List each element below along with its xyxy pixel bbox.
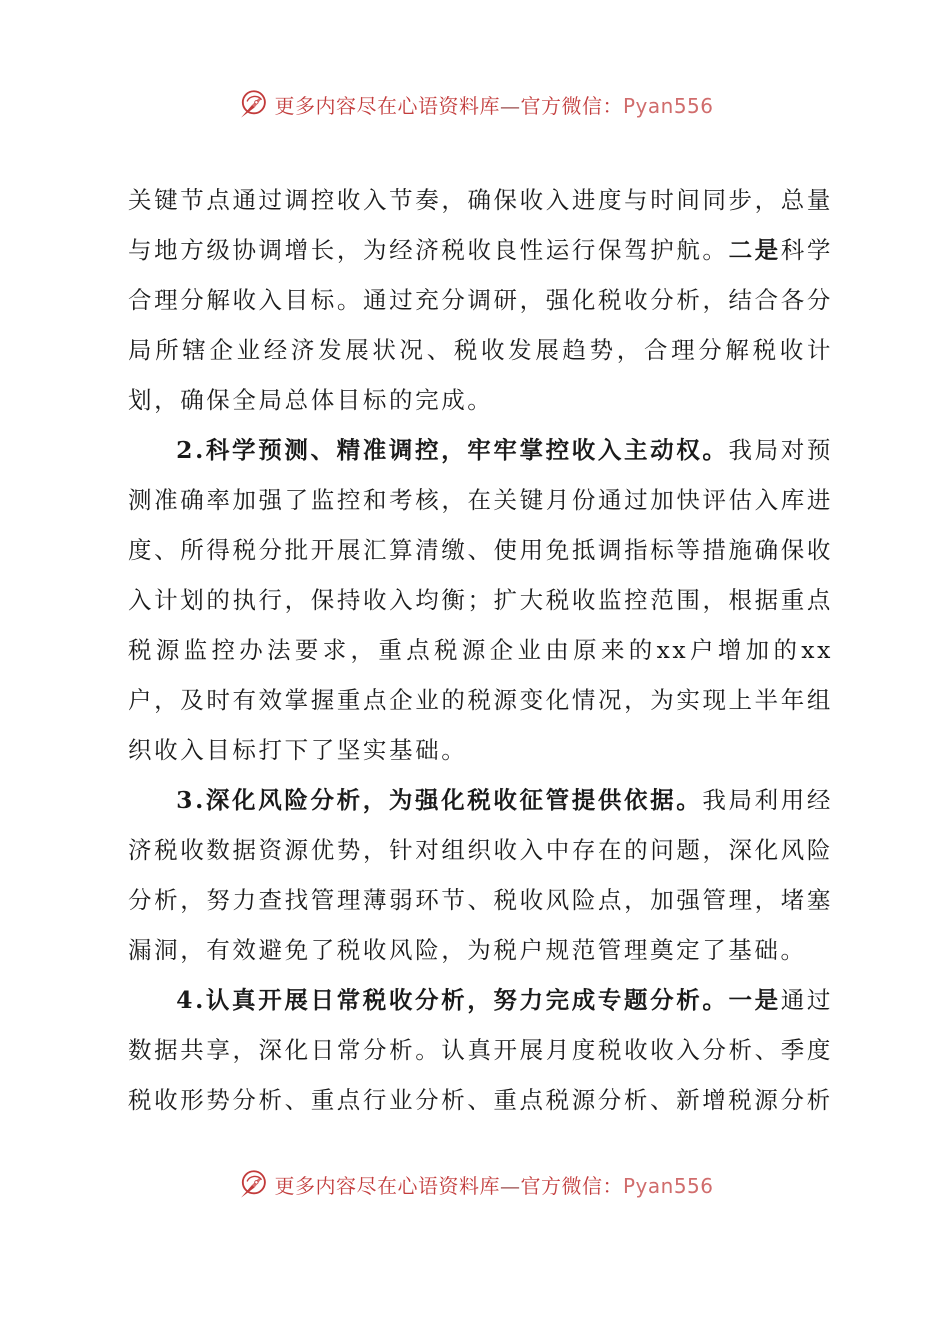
watermark-brand: 更多内容尽在心语资料库 bbox=[274, 1173, 500, 1198]
paragraph-text: 关键节点通过调控收入节奏，确保收入进度与时间同步，总量与地方级协调增长，为经济税收良性运行保驾护航。 bbox=[128, 186, 833, 264]
paragraph-text: 通过数据共享，深化日常分析。认真开展月度税收收入分析、季度税收形势分析、重点行业分析、重点税源分析、新增税源分析 bbox=[128, 986, 834, 1114]
section-heading: 2.科学预测、精准调控，牢牢掌控收入主动权。 bbox=[176, 436, 729, 464]
watermark-separator: — bbox=[499, 1173, 521, 1198]
document-body bbox=[128, 175, 833, 1125]
watermark-brand: 更多内容尽在心语资料库 bbox=[274, 93, 500, 118]
pen-logo-icon bbox=[236, 87, 270, 121]
watermark-wechat-id: Pyan556 bbox=[622, 1173, 714, 1198]
paragraph-text: 我局对预测准确率加强了监控和考核，在关键月份通过加快评估入库进度、所得税分批开展汇算清缴、使用免抵调指标等措施确保收入计划的执行，保持收入均衡；扩大税收监控范围，根据重点税源监控办法要求，重点税源企业由原来的xx户增加的xx户，及时有效掌握重点企业的税源变化情况，为实现上半年组织收入目标打下了坚实基础。 bbox=[128, 436, 834, 764]
watermark-text bbox=[274, 90, 713, 119]
paragraph-text: 我局利用经济税收数据资源优势，针对组织收入中存在的问题，深化风险分析，努力查找管理薄弱环节、税收风险点，加强管理，堵塞漏洞，有效避免了税收风险，为税户规范管理奠定了基础。 bbox=[128, 786, 834, 964]
watermark-banner-top bbox=[0, 82, 950, 126]
watermark-separator: — bbox=[499, 93, 521, 118]
watermark-banner-bottom bbox=[0, 1162, 950, 1206]
paragraph-section-3 bbox=[128, 775, 833, 975]
paragraph-text: 科学合理分解收入目标。通过充分调研，强化税收分析，结合各分局所辖企业经济发展状况、税收发展趋势，合理分解税收计划，确保全局总体目标的完成。 bbox=[128, 236, 834, 414]
paragraph-section-4 bbox=[128, 975, 833, 1125]
paragraph-section-2 bbox=[128, 425, 833, 775]
section-heading: 3.深化风险分析，为强化税收征管提供依据。 bbox=[176, 786, 703, 814]
watermark-wechat-id: Pyan556 bbox=[622, 93, 714, 118]
watermark-text bbox=[274, 1170, 713, 1199]
pen-logo-icon bbox=[236, 1167, 270, 1201]
section-heading: 4.认真开展日常税收分析，努力完成专题分析。 bbox=[176, 986, 729, 1014]
paragraph-emphasis: 二是 bbox=[728, 236, 781, 264]
watermark-wechat-label: 官方微信： bbox=[520, 1173, 623, 1198]
paragraph-continuation bbox=[128, 175, 833, 425]
watermark-wechat-label: 官方微信： bbox=[520, 93, 623, 118]
paragraph-emphasis: 一是 bbox=[728, 986, 781, 1014]
